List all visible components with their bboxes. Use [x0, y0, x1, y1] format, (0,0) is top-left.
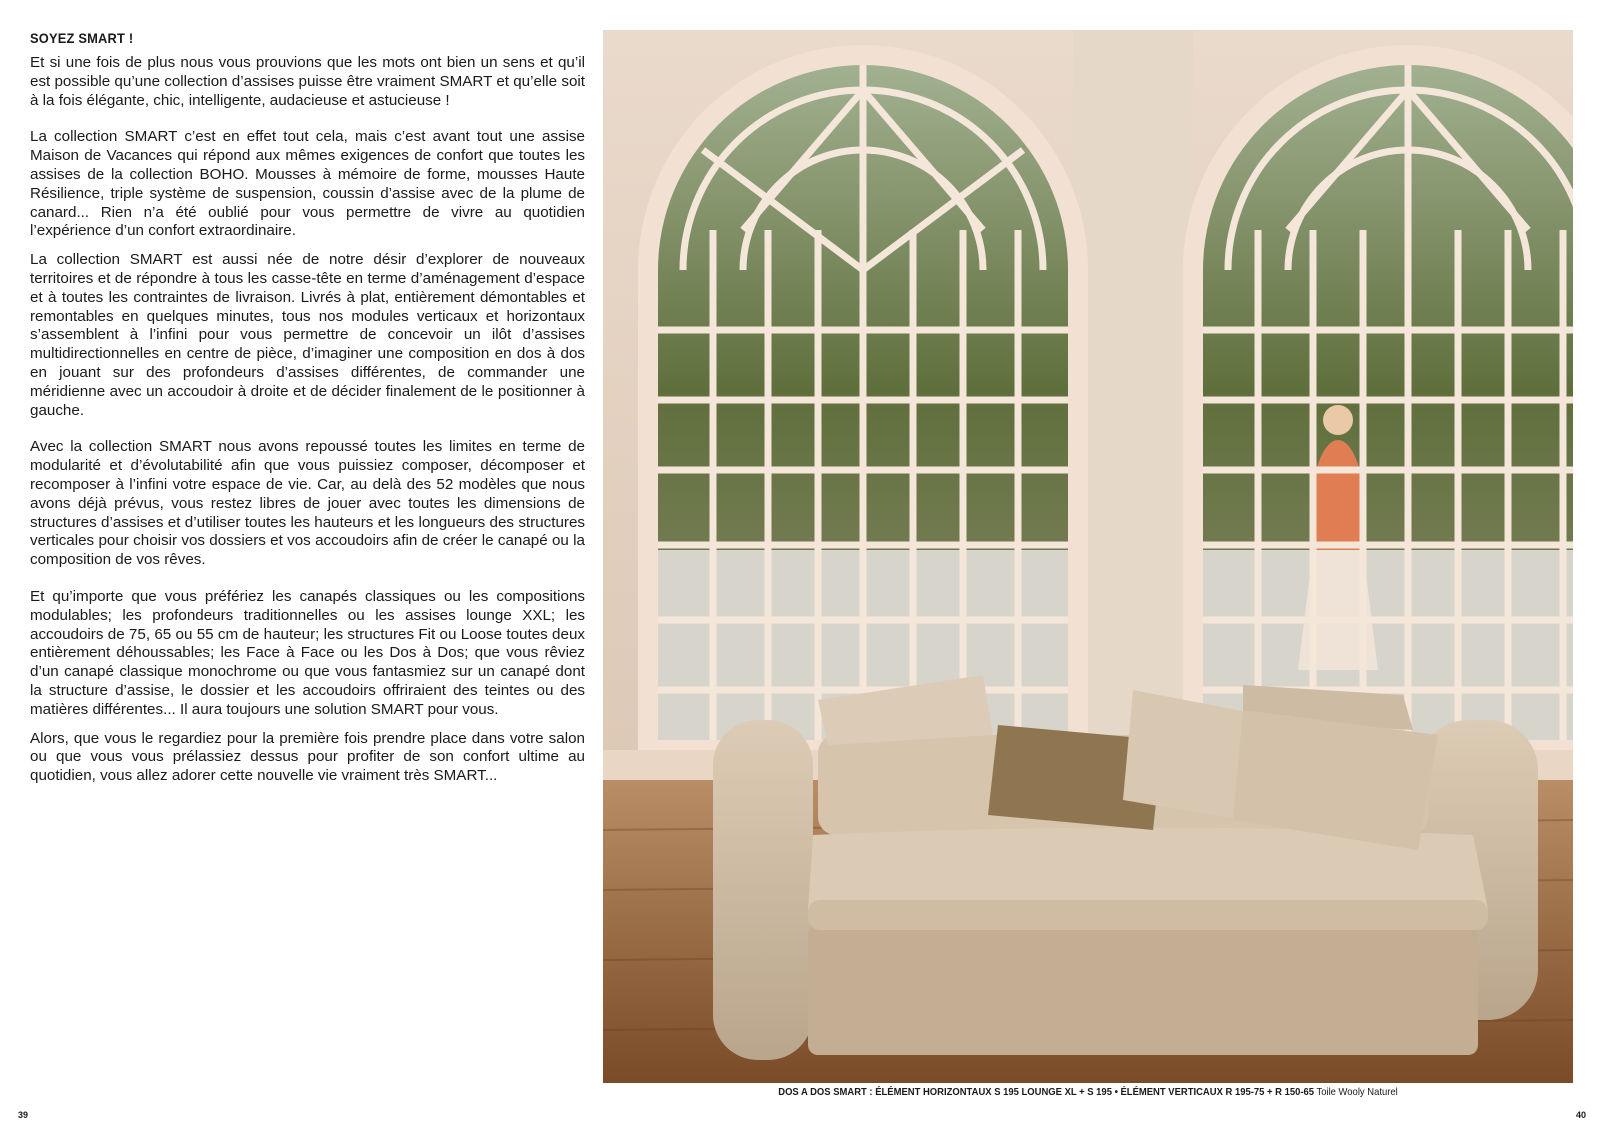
- caption-bold-text: DOS A DOS SMART : ÉLÉMENT HORIZONTAUX S 195 LOUNGE XL + S 195 • ÉLÉMENT VERTICAUX R 195-75 + R 150-65: [778, 1086, 1315, 1098]
- photo-caption: [652, 1086, 1525, 1098]
- article-paragraph-4: Avec la collection SMART nous avons repoussé toutes les limites en terme de modularité et d’évolutabilité afin que vous puissiez composer, décomposer et recomposer à l’infini votre espace de vie. Car, au delà des 52 modèles que nous avons déjà prévus, vous restez libres de jouer avec toutes les dimensions de structures d’assises et d’utiliser toutes les hauteurs et les longueurs des structures verticales pour choisir vos dossiers et vos accoudoirs afin de créer le canapé ou la composition de vos rêves.: [30, 438, 585, 569]
- sofa-photo-illustration: [603, 30, 1573, 1083]
- article-paragraph-3: La collection SMART est aussi née de notre désir d’explorer de nouveaux territoires et de répondre à tous les casse-tête en terme d’aménagement d’espace et à toutes les contraintes de livraison. Livrés à plat, entièrement démontables et remontables en quelques minutes, tous nos modules verticaux et horizontaux s’assemblent à l’infini pour vous permettre de concevoir un ilôt d’assises multidirectionnelles en centre de pièce, d’imaginer une composition en dos à dos en jouant sur des profondeurs d’assises différentes, de commander une méridienne avec un accoudoir à droite et de décider finalement de le positionner à gauche.: [30, 251, 585, 419]
- article-heading: SOYEZ SMART !: [30, 30, 134, 46]
- page-number-left: 39: [18, 1110, 29, 1120]
- article-paragraph-5: Et qu’importe que vous préfériez les canapés classiques ou les compositions modulables; les profondeurs traditionnelles ou les assises lounge XXL; les accoudoirs de 75, 65 ou 55 cm de hauteur; les structures Fit ou Loose toutes deux entièrement déhoussables; les Face à Face ou les Dos à Dos; que vous rêviez d’un canapé classique monochrome ou que vous fantasmiez sur un canapé dont la structure d’assise, le dossier et les accoudoirs offriraient des teintes ou des matières différentes... Il aura toujours une solution SMART pour vous.: [30, 587, 585, 718]
- article-paragraph-6: Alors, que vous le regardiez pour la première fois prendre place dans votre salon ou que vous vous prélassiez dessus pour profiter de son confort ultime au quotidien, vous allez adorer cette nouvelle vie vraiment très SMART...: [30, 729, 585, 785]
- article-paragraph-1: Et si une fois de plus nous vous prouvions que les mots ont bien un sens et qu’il est possible qu’une collection d’assises puisse être vraiment SMART et qu’elle soit à la fois élégante, chic, intelligente, audacieuse et astucieuse !: [30, 54, 585, 109]
- article-column: [30, 30, 585, 786]
- caption-fabric-text: Toile Wooly Naturel: [1314, 1086, 1398, 1098]
- arched-window-right: [1183, 30, 1573, 780]
- sofa-photo: [603, 30, 1573, 1083]
- article-paragraph-2: La collection SMART c’est en effet tout cela, mais c’est avant tout une assise Maison de Vacances qui répond aux mêmes exigences de confort que toutes les assises de la collection BOHO. Mousses à mémoire de forme, mousses Haute Résilience, triple système de suspension, coussin d’assise avec de la plume de canard... Rien n’a été oublié pour vous permettre de vivre au quotidien l’expérience d’un confort extraordinaire.: [30, 128, 585, 240]
- page-number-right: 40: [1576, 1110, 1587, 1120]
- pillar: [1073, 30, 1193, 790]
